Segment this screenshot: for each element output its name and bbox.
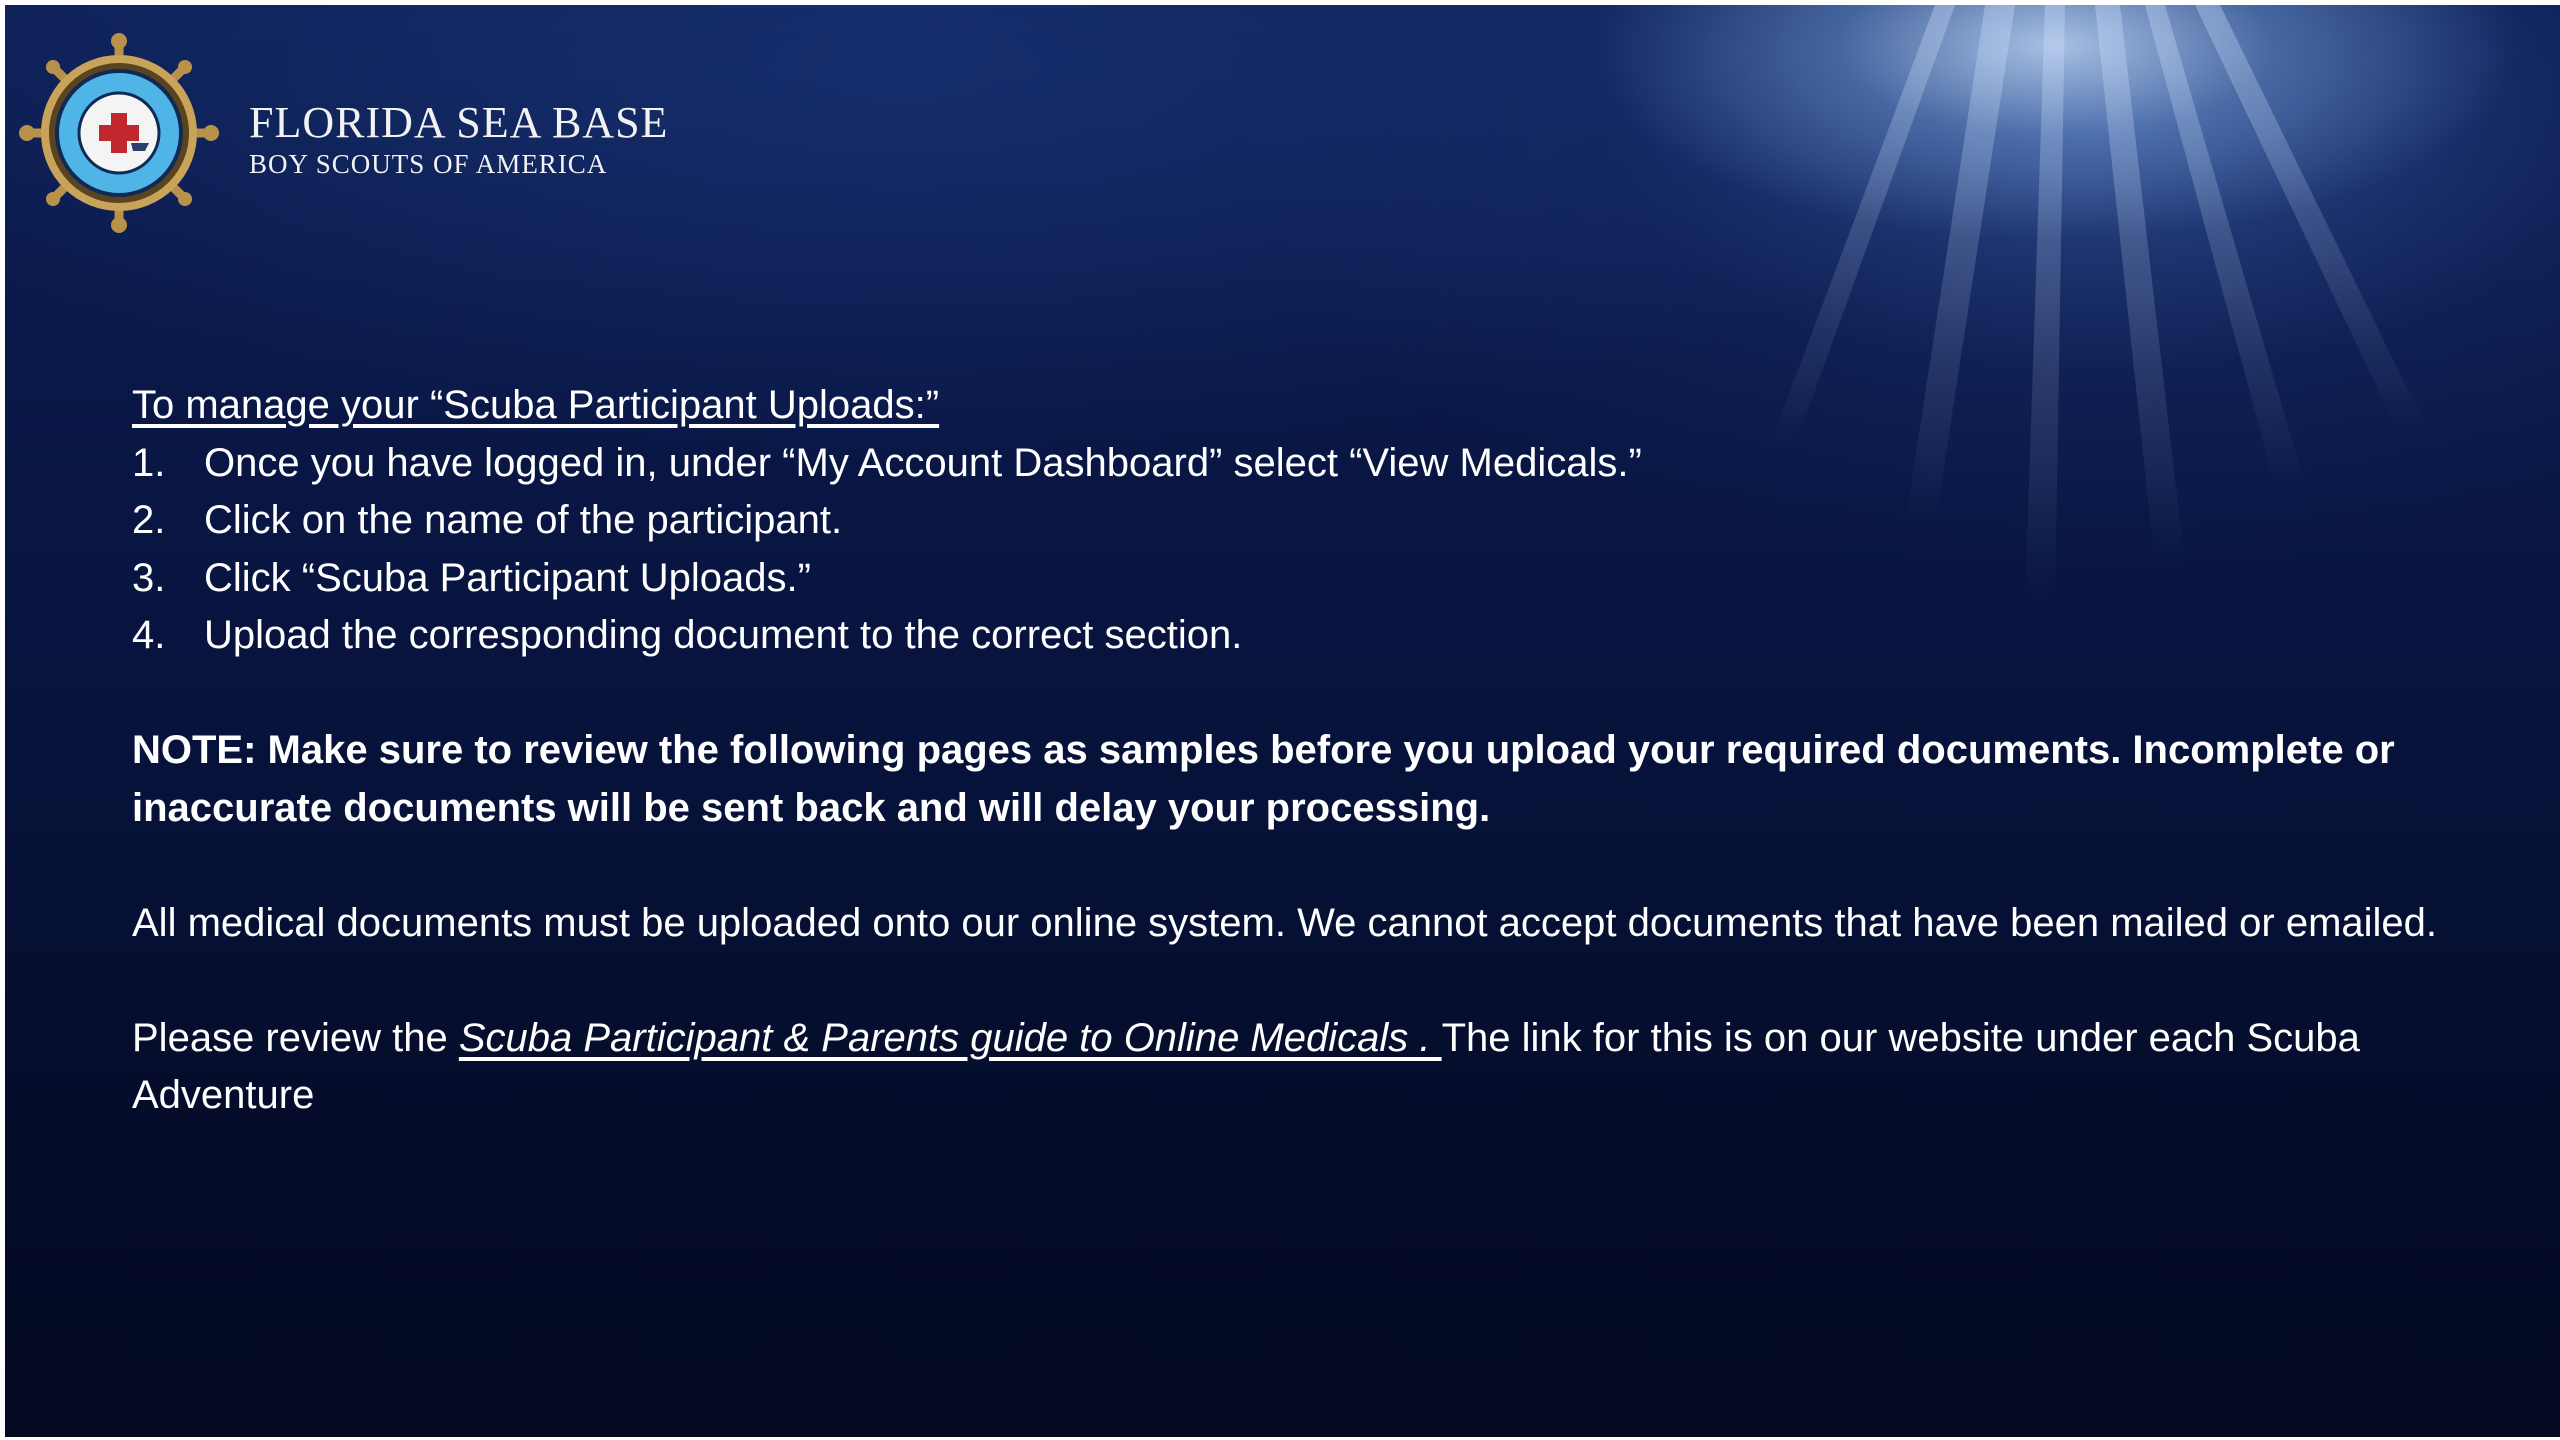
step-text: Click “Scuba Participant Uploads.”	[204, 555, 811, 600]
review-suffix: The link for this is on our website under each Scuba Adventure	[132, 1015, 2360, 1117]
brand	[249, 98, 669, 179]
step-item	[132, 492, 2462, 550]
step-text: Once you have logged in, under “My Account Dashboard” select “View Medicals.”	[204, 440, 1642, 485]
review-prefix: Please review the	[132, 1015, 459, 1060]
steps-list	[132, 435, 2462, 665]
step-text: Upload the corresponding document to the correct section.	[204, 613, 1243, 657]
brand-title: FLORIDA SEA BASE	[249, 98, 669, 147]
step-item	[132, 607, 2462, 665]
step-number: 4.	[132, 613, 166, 657]
step-number: 1.	[132, 440, 166, 485]
step-text: Click on the name of the participant.	[204, 498, 843, 542]
online-medicals-guide-link[interactable]: Scuba Participant & Parents guide to Online Medicals .	[458, 1015, 1442, 1060]
step-item	[132, 435, 2462, 493]
slide	[5, 5, 2560, 1437]
medical-documents-paragraph: All medical documents must be uploaded onto our online system. We cannot accept documents that have been mailed or emailed.	[132, 900, 2438, 945]
ship-wheel-emblem-icon	[19, 33, 219, 233]
instructions-content	[132, 377, 2462, 1125]
florida-sea-base-logo	[19, 33, 219, 233]
brand-subtitle: BOY SCOUTS OF AMERICA	[249, 149, 608, 179]
instructions-heading: To manage your “Scuba Participant Uploads:”	[132, 383, 940, 427]
step-number: 3.	[132, 555, 166, 600]
step-number: 2.	[132, 498, 166, 542]
note-text: NOTE: Make sure to review the following pages as samples before you upload your required documents. Incomplete or inaccurate documents will be sent back and will delay your processing.	[132, 728, 2395, 830]
review-paragraph	[132, 1010, 2462, 1125]
step-item	[132, 550, 2462, 608]
